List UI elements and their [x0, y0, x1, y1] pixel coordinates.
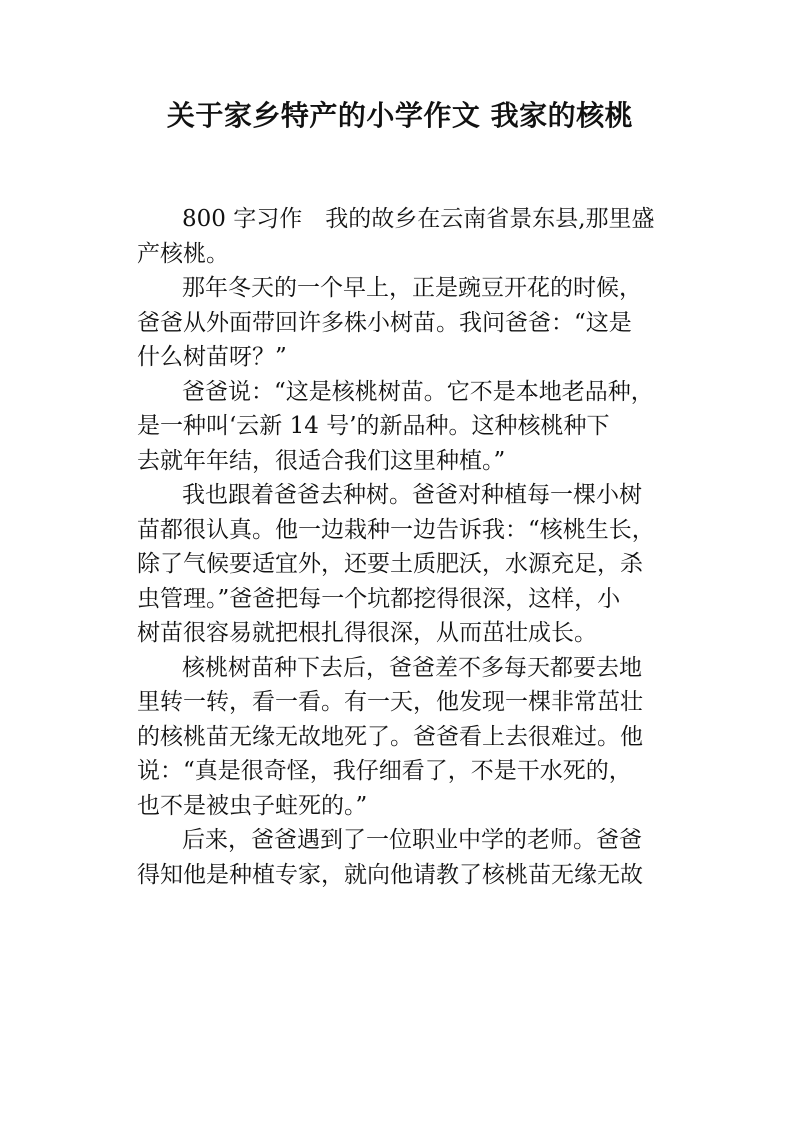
text-line: 是一种叫‘云新 14 号’的新品种。这种核桃种下 [137, 413, 610, 439]
text-line: 说：“真是很奇怪，我仔细看了，不是干水死的， [137, 758, 632, 784]
text-line: 苗都很认真。他一边栽种一边告诉我：“核桃生长， [137, 516, 655, 543]
text-line: 后来，爸爸遇到了一位职业中学的老师。爸爸 [182, 827, 642, 853]
document-body [137, 202, 677, 892]
text-line: 产核桃。 [137, 240, 229, 267]
text-line: 虫管理。”爸爸把每一个坑都挖得很深，这样，小 [137, 585, 621, 612]
text-line: 去就年年结，很适合我们这里种植。” [137, 447, 506, 474]
text-line: 树苗很容易就把根扎得很深，从而茁壮成长。 [137, 620, 597, 646]
text-line: 什么树苗呀？” [137, 344, 287, 370]
text-line: 的核桃苗无缘无故地死了。爸爸看上去很难过。他 [137, 723, 643, 750]
text-line: 里转一转，看一看。有一天，他发现一棵非常茁壮 [137, 689, 643, 715]
text-line: 那年冬天的一个早上，正是豌豆开花的时候， [182, 275, 642, 301]
text-line: 800 字习作 我的故乡在云南省景东县,那里盛 [182, 206, 655, 232]
text-line: 我也跟着爸爸去种树。爸爸对种植每一棵小树 [182, 482, 642, 508]
text-line: 核桃树苗种下去后，爸爸差不多每天都要去地 [182, 654, 642, 681]
text-line: 爸爸从外面带回许多株小树苗。我问爸爸：“这是 [137, 309, 632, 336]
text-line: 除了气候要适宜外，还要土质肥沃，水源充足，杀 [137, 551, 643, 577]
text-line: 得知他是种植专家，就向他请教了核桃苗无缘无故 [137, 861, 643, 888]
text-line: 也不是被虫子蛀死的。” [137, 792, 368, 819]
text-line: 爸爸说：“这是核桃树苗。它不是本地老品种， [182, 378, 654, 405]
document-title: 关于家乡特产的小学作文 我家的核桃 [166, 99, 634, 132]
